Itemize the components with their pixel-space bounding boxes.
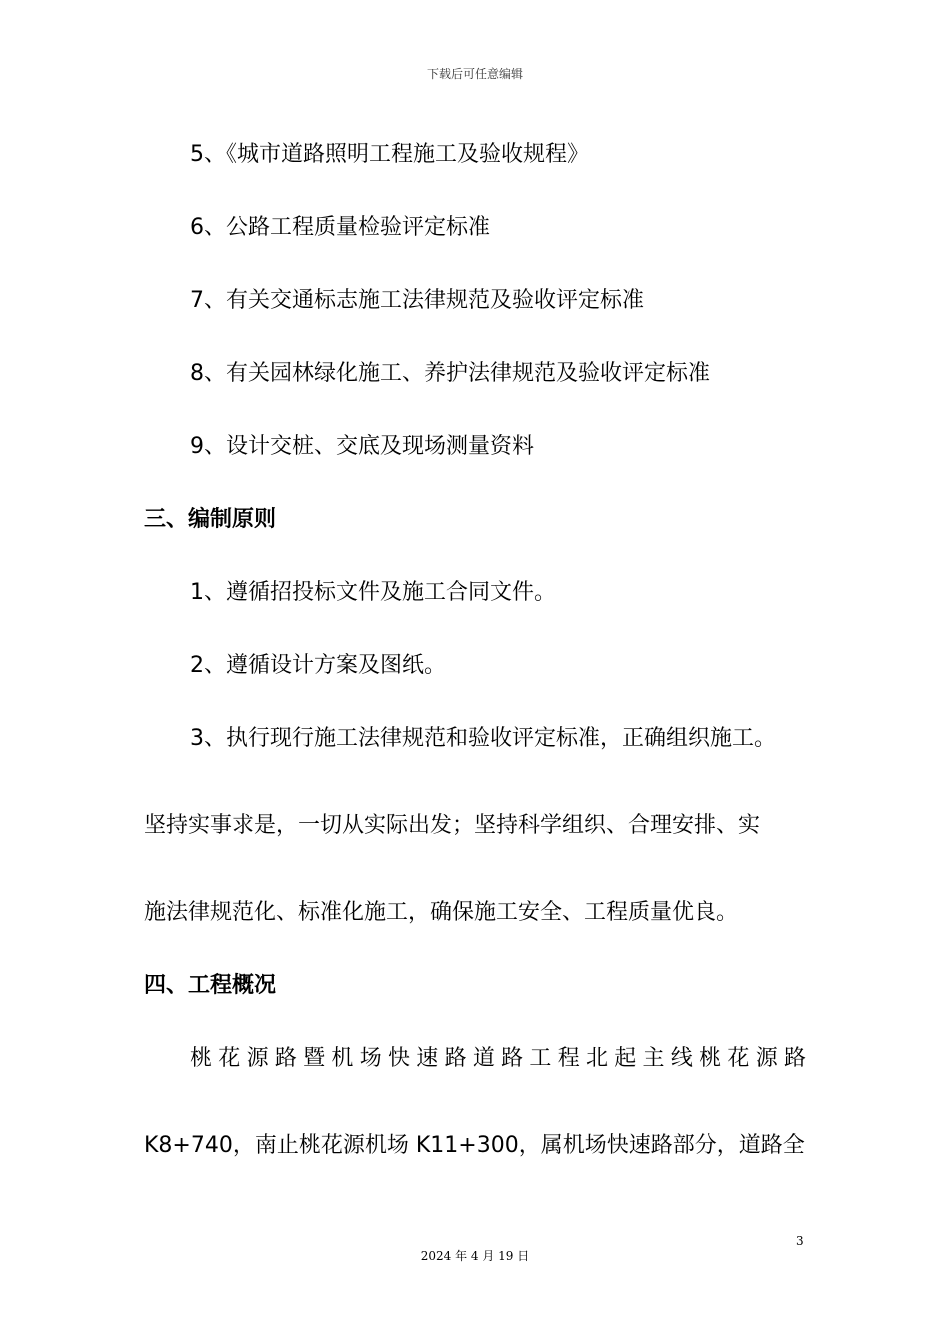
principle-item-2: 2、遵循设计方案及图纸。 (190, 653, 446, 678)
section-heading-overview: 四、工程概况 (144, 973, 277, 998)
overview-paragraph-line-2: K8+740，南止桃花源机场 K11+300，属机场快速路部分，道路全 (144, 1133, 805, 1158)
section-heading-principles: 三、编制原则 (144, 507, 277, 532)
principle-continuation-line-1: 坚持实事求是，一切从实际出发；坚持科学组织、合理安排、实 (144, 813, 761, 838)
overview-paragraph-line-1: 桃花源路暨机场快速路道路工程北起主线桃花源路 (190, 1046, 806, 1071)
principle-continuation-line-2: 施法律规范化、标准化施工，确保施工安全、工程质量优良。 (144, 900, 739, 925)
reference-item-9: 9、设计交桩、交底及现场测量资料 (190, 434, 534, 459)
reference-item-7: 7、有关交通标志施工法律规范及验收评定标准 (190, 288, 644, 313)
page-header: 下载后可任意编辑 (426, 67, 523, 81)
reference-item-8: 8、有关园林绿化施工、养护法律规范及验收评定标准 (190, 361, 710, 386)
principle-item-1: 1、遵循招投标文件及施工合同文件。 (190, 580, 556, 605)
principle-item-3: 3、执行现行施工法律规范和验收评定标准，正确组织施工。 (190, 726, 776, 751)
footer-date: 2024 年 4 月 19 日 (420, 1249, 530, 1263)
page-number: 3 (796, 1234, 804, 1248)
reference-item-6: 6、公路工程质量检验评定标准 (190, 215, 490, 240)
reference-item-5: 5、《城市道路照明工程施工及验收规程》 (190, 142, 589, 167)
